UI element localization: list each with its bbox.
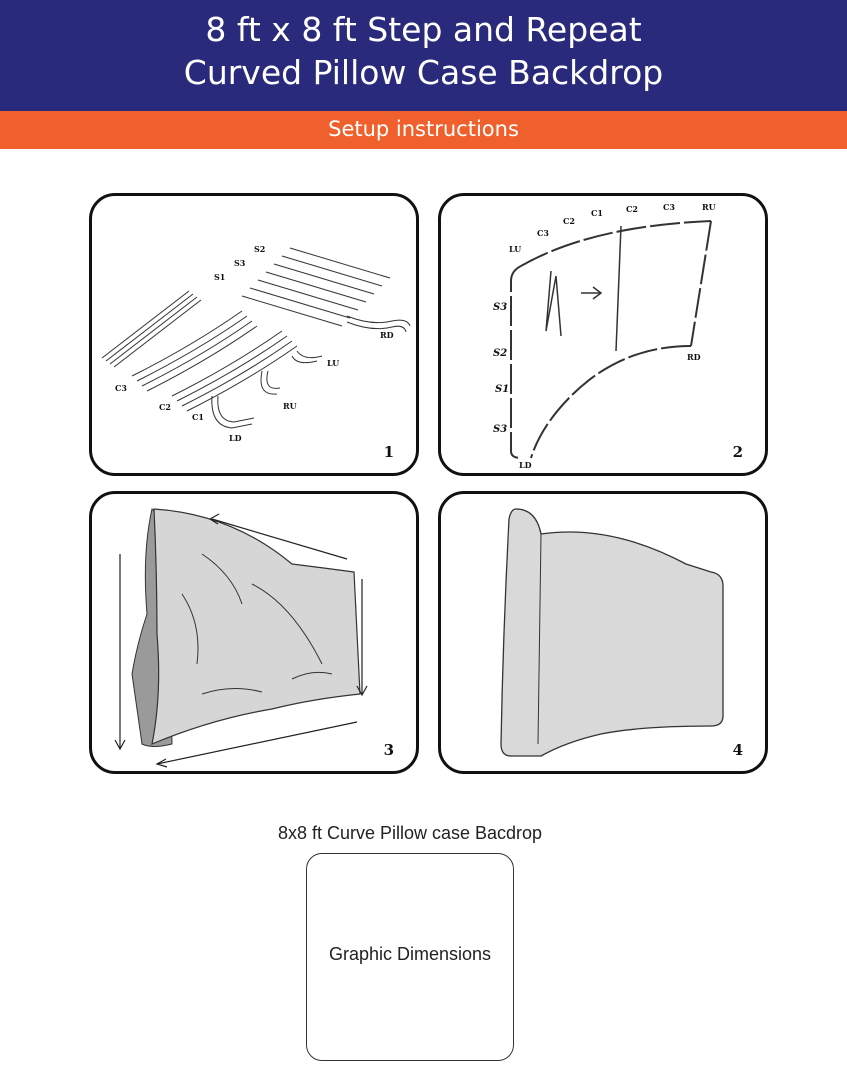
part-label: S1 <box>214 272 226 282</box>
step-1-parts-illustration <box>92 196 416 473</box>
part-label: C1 <box>591 208 603 218</box>
header-banner <box>0 0 847 111</box>
step-1-panel <box>89 193 419 476</box>
part-label: RD <box>687 352 701 362</box>
part-label: RU <box>702 202 716 212</box>
part-label: C2 <box>563 216 575 226</box>
part-label: LU <box>327 358 340 368</box>
step-4-panel <box>438 491 768 774</box>
part-label: C2 <box>626 204 638 214</box>
step-number: 3 <box>383 741 394 759</box>
part-label: S2 <box>254 244 266 254</box>
part-label: S3 <box>234 258 246 268</box>
step-number: 4 <box>732 741 743 759</box>
part-label: RU <box>283 401 297 411</box>
title-line-2: Curved Pillow Case Backdrop <box>183 53 664 92</box>
graphic-dimensions-box <box>306 853 514 1061</box>
part-label: C3 <box>115 383 127 393</box>
part-label: S3 <box>493 424 508 435</box>
part-label: LD <box>229 433 242 443</box>
title-line-1: 8 ft x 8 ft Step and Repeat <box>205 10 642 49</box>
step-3-cover-illustration <box>92 494 416 771</box>
part-label: C3 <box>663 202 675 212</box>
part-label: LU <box>509 244 522 254</box>
part-label: RD <box>380 330 394 340</box>
part-label: S2 <box>493 348 508 359</box>
step-number: 2 <box>732 443 743 461</box>
part-label: C1 <box>192 412 204 422</box>
part-label: S1 <box>495 384 510 395</box>
part-label: LD <box>519 460 532 470</box>
graphic-dimensions-label: Graphic Dimensions <box>328 944 492 964</box>
part-label: S3 <box>493 302 508 313</box>
subtitle-bar: Setup instructions <box>0 111 847 149</box>
step-2-frame-illustration <box>441 196 765 473</box>
graphic-caption: 8x8 ft Curve Pillow case Bacdrop <box>277 823 543 843</box>
step-3-panel <box>89 491 419 774</box>
step-number: 1 <box>383 443 394 461</box>
step-2-panel <box>438 193 768 476</box>
step-4-finished-backdrop <box>441 494 765 771</box>
part-label: C2 <box>159 402 171 412</box>
part-label: C3 <box>537 228 549 238</box>
